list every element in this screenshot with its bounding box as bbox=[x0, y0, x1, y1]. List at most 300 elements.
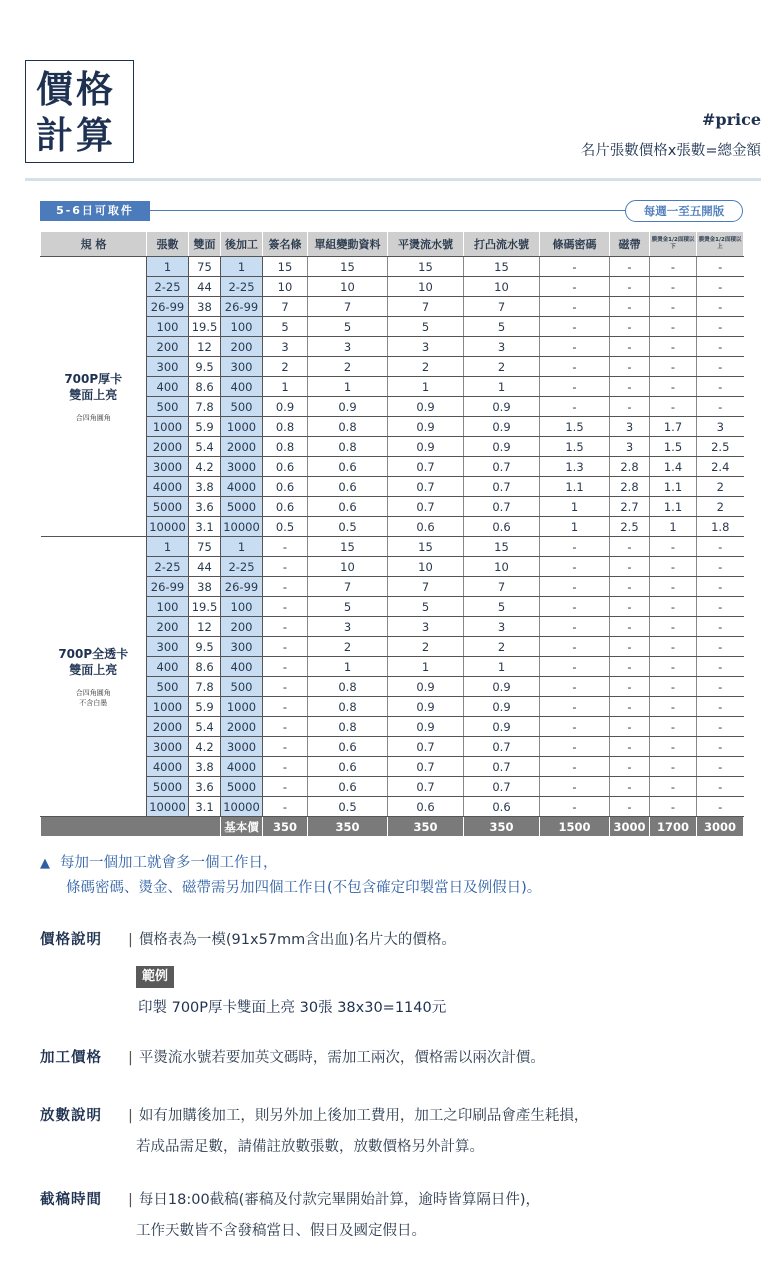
table-row bbox=[41, 697, 744, 717]
table-cell: - bbox=[540, 537, 610, 557]
table-cell: 400 bbox=[221, 377, 263, 397]
table-cell: - bbox=[540, 277, 610, 297]
table-cell: - bbox=[650, 537, 697, 557]
table-cell: - bbox=[540, 337, 610, 357]
table-cell: 5 bbox=[388, 597, 464, 617]
table-cell: - bbox=[610, 277, 650, 297]
table-cell: 7 bbox=[464, 577, 540, 597]
table-cell: 0.7 bbox=[464, 737, 540, 757]
table-row bbox=[41, 777, 744, 797]
table-cell: 15 bbox=[464, 257, 540, 277]
th-emboss-number: 打凸流水號 bbox=[464, 232, 540, 257]
table-cell: 2000 bbox=[221, 717, 263, 737]
section-label: 加工價格 bbox=[40, 1050, 102, 1066]
triangle-icon: ▲ bbox=[40, 856, 50, 871]
separator: | bbox=[128, 932, 133, 948]
table-cell: 300 bbox=[147, 357, 189, 377]
table-cell: - bbox=[610, 577, 650, 597]
table-cell: 2000 bbox=[147, 717, 189, 737]
table-cell: - bbox=[610, 637, 650, 657]
table-cell: 2 bbox=[263, 357, 308, 377]
table-cell: 2.4 bbox=[697, 457, 744, 477]
table-cell: - bbox=[540, 697, 610, 717]
table-cell: 0.9 bbox=[464, 417, 540, 437]
table-cell: 0.6 bbox=[263, 497, 308, 517]
table-cell: 5.4 bbox=[189, 437, 221, 457]
table-row bbox=[41, 317, 744, 337]
table-cell: 0.9 bbox=[464, 437, 540, 457]
table-cell: - bbox=[540, 297, 610, 317]
table-cell: - bbox=[610, 297, 650, 317]
table-cell: 19.5 bbox=[189, 317, 221, 337]
table-cell: 2-25 bbox=[147, 557, 189, 577]
table-cell: - bbox=[610, 317, 650, 337]
table-cell: 300 bbox=[221, 637, 263, 657]
note-line2: 不含白墨 bbox=[79, 698, 108, 707]
table-cell: 0.6 bbox=[388, 797, 464, 817]
table-cell: - bbox=[263, 537, 308, 557]
table-cell: 0.6 bbox=[388, 517, 464, 537]
table-row bbox=[41, 577, 744, 597]
table-cell: 1.1 bbox=[540, 477, 610, 497]
table-cell: 10000 bbox=[221, 797, 263, 817]
table-cell: 2-25 bbox=[147, 277, 189, 297]
table-cell: - bbox=[697, 317, 744, 337]
table-cell: 100 bbox=[147, 597, 189, 617]
base-price: 350 bbox=[308, 817, 388, 837]
table-cell: 1 bbox=[464, 377, 540, 397]
table-cell: 1.1 bbox=[650, 497, 697, 517]
th-qty: 張數 bbox=[147, 232, 189, 257]
table-cell: 0.9 bbox=[464, 397, 540, 417]
separator: | bbox=[128, 1108, 133, 1124]
table-cell: 9.5 bbox=[189, 357, 221, 377]
example-tag: 範例 bbox=[136, 966, 174, 988]
deadline-section bbox=[40, 1185, 540, 1247]
table-row bbox=[41, 677, 744, 697]
table-cell: 2 bbox=[464, 637, 540, 657]
table-cell: - bbox=[650, 677, 697, 697]
table-cell: 3.8 bbox=[189, 757, 221, 777]
table-cell: - bbox=[697, 257, 744, 277]
table-cell: 0.7 bbox=[464, 457, 540, 477]
table-cell: 1.4 bbox=[650, 457, 697, 477]
table-cell: - bbox=[650, 717, 697, 737]
table-cell: 3000 bbox=[221, 457, 263, 477]
table-cell: 8.6 bbox=[189, 657, 221, 677]
table-row bbox=[41, 597, 744, 617]
table-cell: 200 bbox=[147, 337, 189, 357]
table-cell: - bbox=[650, 357, 697, 377]
table-cell: - bbox=[540, 377, 610, 397]
table-cell: - bbox=[540, 257, 610, 277]
notice bbox=[40, 851, 541, 900]
table-cell: 100 bbox=[147, 317, 189, 337]
price-table bbox=[40, 231, 744, 837]
table-cell: 200 bbox=[221, 617, 263, 637]
table-cell: 3000 bbox=[147, 737, 189, 757]
title-line2: 計算 bbox=[36, 114, 116, 157]
table-cell: 2.5 bbox=[697, 437, 744, 457]
base-price: 1700 bbox=[650, 817, 697, 837]
table-cell: 0.7 bbox=[388, 737, 464, 757]
price-formula: 名片張數價格x張數=總金額 bbox=[580, 143, 761, 159]
table-cell: - bbox=[697, 397, 744, 417]
table-cell: - bbox=[540, 777, 610, 797]
table-cell: 2 bbox=[308, 637, 388, 657]
table-cell: 400 bbox=[221, 657, 263, 677]
processing-section bbox=[40, 1043, 545, 1074]
table-cell: - bbox=[540, 677, 610, 697]
table-cell: 3.1 bbox=[189, 797, 221, 817]
table-cell: 2.8 bbox=[610, 457, 650, 477]
table-cell: 0.7 bbox=[388, 497, 464, 517]
table-row bbox=[41, 337, 744, 357]
table-cell: - bbox=[263, 617, 308, 637]
table-cell: - bbox=[263, 697, 308, 717]
table-cell: - bbox=[697, 797, 744, 817]
table-cell: 7 bbox=[464, 297, 540, 317]
table-cell: 0.9 bbox=[308, 397, 388, 417]
section-text: 如有加購後加工，則另外加上後加工費用，加工之印刷品會產生耗損， bbox=[138, 1108, 589, 1124]
table-cell: 44 bbox=[189, 557, 221, 577]
table-cell: 4000 bbox=[147, 757, 189, 777]
table-cell: 2 bbox=[388, 637, 464, 657]
spec-cell bbox=[41, 537, 147, 817]
table-cell: 0.5 bbox=[263, 517, 308, 537]
base-price: 350 bbox=[388, 817, 464, 837]
table-cell: 0.6 bbox=[308, 457, 388, 477]
table-cell: 0.9 bbox=[388, 437, 464, 457]
table-cell: 0.7 bbox=[388, 457, 464, 477]
table-cell: - bbox=[650, 397, 697, 417]
table-cell: 2 bbox=[697, 477, 744, 497]
table-cell: - bbox=[540, 637, 610, 657]
table-row bbox=[41, 537, 744, 557]
table-cell: 7 bbox=[308, 577, 388, 597]
table-header-row bbox=[41, 232, 744, 257]
notice-line2: 條碼密碼、燙金、磁帶需另加四個工作日(不包含確定印製當日及例假日)。 bbox=[66, 880, 542, 896]
table-cell: 0.7 bbox=[388, 757, 464, 777]
table-cell: - bbox=[610, 377, 650, 397]
table-row bbox=[41, 437, 744, 457]
table-cell: - bbox=[650, 377, 697, 397]
table-cell: 0.9 bbox=[388, 717, 464, 737]
table-cell: 200 bbox=[147, 617, 189, 637]
table-cell: 3 bbox=[263, 337, 308, 357]
table-cell: 1 bbox=[540, 497, 610, 517]
table-cell: 10 bbox=[388, 557, 464, 577]
table-cell: - bbox=[697, 717, 744, 737]
table-cell: 0.9 bbox=[464, 717, 540, 737]
table-cell: 400 bbox=[147, 377, 189, 397]
table-row bbox=[41, 657, 744, 677]
table-cell: - bbox=[697, 277, 744, 297]
table-cell: 10 bbox=[464, 277, 540, 297]
table-cell: 15 bbox=[388, 537, 464, 557]
table-cell: - bbox=[540, 657, 610, 677]
table-cell: 2 bbox=[697, 497, 744, 517]
table-cell: 1 bbox=[650, 517, 697, 537]
table-cell: 10000 bbox=[147, 797, 189, 817]
base-price: 3000 bbox=[697, 817, 744, 837]
th-foil-small: 膜燙金1/2面積以下 bbox=[650, 232, 697, 257]
table-cell: - bbox=[650, 557, 697, 577]
table-cell: - bbox=[263, 597, 308, 617]
table-cell: - bbox=[650, 317, 697, 337]
table-cell: 4.2 bbox=[189, 457, 221, 477]
table-cell: - bbox=[610, 397, 650, 417]
table-cell: 1 bbox=[388, 657, 464, 677]
table-cell: 1.1 bbox=[650, 477, 697, 497]
table-cell: 1 bbox=[388, 377, 464, 397]
table-cell: - bbox=[697, 577, 744, 597]
table-cell: - bbox=[650, 597, 697, 617]
table-cell: - bbox=[697, 557, 744, 577]
table-cell: 0.6 bbox=[308, 497, 388, 517]
title-box bbox=[25, 60, 134, 163]
table-row bbox=[41, 257, 744, 277]
table-cell: 5000 bbox=[221, 497, 263, 517]
table-cell: - bbox=[610, 717, 650, 737]
table-cell: 10000 bbox=[221, 517, 263, 537]
table-cell: - bbox=[697, 357, 744, 377]
table-cell: 100 bbox=[221, 317, 263, 337]
base-price: 350 bbox=[464, 817, 540, 837]
name-line2: 雙面上亮 bbox=[69, 662, 118, 677]
table-cell: 44 bbox=[189, 277, 221, 297]
table-cell: - bbox=[540, 717, 610, 737]
table-cell: 15 bbox=[263, 257, 308, 277]
table-cell: 500 bbox=[147, 677, 189, 697]
title-line1: 價格 bbox=[36, 68, 116, 111]
overrun-section bbox=[40, 1101, 588, 1163]
table-cell: - bbox=[610, 337, 650, 357]
table-cell: - bbox=[697, 757, 744, 777]
table-cell: - bbox=[697, 297, 744, 317]
table-cell: 3 bbox=[610, 417, 650, 437]
section-text: 價格表為一模(91x57mm含出血)名片大的價格。 bbox=[138, 932, 456, 948]
table-cell: 12 bbox=[189, 337, 221, 357]
table-cell: 2000 bbox=[221, 437, 263, 457]
table-cell: 5.9 bbox=[189, 697, 221, 717]
table-cell: 1000 bbox=[221, 417, 263, 437]
table-cell: - bbox=[697, 597, 744, 617]
table-cell: 3 bbox=[610, 437, 650, 457]
table-cell: 0.6 bbox=[464, 517, 540, 537]
table-cell: - bbox=[540, 757, 610, 777]
table-cell: - bbox=[650, 297, 697, 317]
table-cell: 500 bbox=[221, 677, 263, 697]
table-cell: 500 bbox=[221, 397, 263, 417]
th-post: 後加工 bbox=[221, 232, 263, 257]
table-cell: - bbox=[650, 337, 697, 357]
section-label: 放數說明 bbox=[40, 1108, 102, 1124]
table-cell: 5 bbox=[464, 317, 540, 337]
table-cell: 1 bbox=[147, 537, 189, 557]
table-cell: 10 bbox=[388, 277, 464, 297]
table-cell: 1.5 bbox=[650, 437, 697, 457]
table-cell: - bbox=[650, 617, 697, 637]
table-cell: 0.6 bbox=[263, 477, 308, 497]
table-cell: 2 bbox=[464, 357, 540, 377]
table-cell: 3 bbox=[464, 617, 540, 637]
base-price-row bbox=[41, 817, 744, 837]
table-cell: 400 bbox=[147, 657, 189, 677]
table-row bbox=[41, 297, 744, 317]
table-cell: 3.6 bbox=[189, 777, 221, 797]
table-row bbox=[41, 357, 744, 377]
th-magnetic: 磁帶 bbox=[610, 232, 650, 257]
table-cell: 15 bbox=[388, 257, 464, 277]
section-text: 工作天數皆不含發稿當日、假日及國定假日。 bbox=[136, 1223, 426, 1239]
table-cell: 3 bbox=[388, 617, 464, 637]
table-cell: 26-99 bbox=[147, 577, 189, 597]
table-cell: - bbox=[263, 577, 308, 597]
table-cell: 2.8 bbox=[610, 477, 650, 497]
table-cell: 1000 bbox=[221, 697, 263, 717]
table-cell: 2.7 bbox=[610, 497, 650, 517]
table-cell: 2 bbox=[308, 357, 388, 377]
th-barcode: 條碼密碼 bbox=[540, 232, 610, 257]
table-cell: 0.8 bbox=[308, 717, 388, 737]
table-cell: 4000 bbox=[221, 757, 263, 777]
table-cell: - bbox=[610, 677, 650, 697]
table-cell: - bbox=[540, 557, 610, 577]
table-cell: - bbox=[697, 697, 744, 717]
table-cell: 4.2 bbox=[189, 737, 221, 757]
table-cell: - bbox=[650, 697, 697, 717]
table-cell: 3 bbox=[308, 337, 388, 357]
table-cell: 2.5 bbox=[610, 517, 650, 537]
name-line2: 雙面上亮 bbox=[69, 387, 118, 402]
table-cell: 3.6 bbox=[189, 497, 221, 517]
base-price: 350 bbox=[263, 817, 308, 837]
table-cell: 0.8 bbox=[263, 437, 308, 457]
th-double: 雙面 bbox=[189, 232, 221, 257]
table-cell: 100 bbox=[221, 597, 263, 617]
table-cell: 5000 bbox=[221, 777, 263, 797]
table-cell: 9.5 bbox=[189, 637, 221, 657]
table-row bbox=[41, 797, 744, 817]
table-cell: 5 bbox=[308, 597, 388, 617]
table-cell: 5000 bbox=[147, 777, 189, 797]
table-cell: - bbox=[263, 637, 308, 657]
section-text: 若成品需足數，請備註放數張數，放數價格另外計算。 bbox=[136, 1139, 484, 1155]
table-cell: 15 bbox=[308, 537, 388, 557]
table-cell: 26-99 bbox=[221, 577, 263, 597]
table-cell: - bbox=[650, 637, 697, 657]
table-row bbox=[41, 637, 744, 657]
table-cell: 0.7 bbox=[388, 777, 464, 797]
table-cell: - bbox=[263, 717, 308, 737]
table-cell: - bbox=[540, 397, 610, 417]
table-cell: 10 bbox=[263, 277, 308, 297]
table-cell: 1 bbox=[147, 257, 189, 277]
table-cell: 1 bbox=[308, 657, 388, 677]
table-cell: 5 bbox=[388, 317, 464, 337]
table-cell: - bbox=[610, 657, 650, 677]
availability-badge: 5-6日可取件 bbox=[40, 201, 150, 221]
table-row bbox=[41, 417, 744, 437]
table-cell: - bbox=[263, 657, 308, 677]
table-cell: 7.8 bbox=[189, 677, 221, 697]
table-cell: - bbox=[610, 597, 650, 617]
table-cell: - bbox=[540, 357, 610, 377]
price-desc-section bbox=[40, 925, 456, 956]
table-cell: - bbox=[263, 677, 308, 697]
table-cell: 7 bbox=[388, 297, 464, 317]
table-cell: 3 bbox=[697, 417, 744, 437]
table-cell: - bbox=[650, 257, 697, 277]
table-cell: 5 bbox=[263, 317, 308, 337]
table-cell: 75 bbox=[189, 537, 221, 557]
table-cell: 3 bbox=[464, 337, 540, 357]
table-cell: 26-99 bbox=[221, 297, 263, 317]
table-cell: 26-99 bbox=[147, 297, 189, 317]
weekly-badge: 每週一至五開版 bbox=[625, 200, 743, 222]
table-cell: - bbox=[650, 757, 697, 777]
table-cell: 0.7 bbox=[388, 477, 464, 497]
table-cell: 0.6 bbox=[464, 797, 540, 817]
table-cell: 500 bbox=[147, 397, 189, 417]
table-cell: 3000 bbox=[221, 737, 263, 757]
table-cell: - bbox=[540, 597, 610, 617]
table-cell: - bbox=[650, 657, 697, 677]
hashtag: #price bbox=[701, 110, 761, 129]
table-cell: - bbox=[610, 797, 650, 817]
table-cell: 3 bbox=[388, 337, 464, 357]
table-cell: - bbox=[610, 537, 650, 557]
table-cell: 0.6 bbox=[308, 477, 388, 497]
table-cell: 0.9 bbox=[464, 697, 540, 717]
table-cell: - bbox=[263, 737, 308, 757]
th-flat-number: 平燙流水號 bbox=[388, 232, 464, 257]
table-row bbox=[41, 497, 744, 517]
table-cell: 1000 bbox=[147, 697, 189, 717]
table-cell: - bbox=[263, 757, 308, 777]
table-cell: - bbox=[540, 317, 610, 337]
table-cell: 5000 bbox=[147, 497, 189, 517]
table-cell: 10 bbox=[308, 557, 388, 577]
table-cell: 7.8 bbox=[189, 397, 221, 417]
table-cell: 0.7 bbox=[464, 477, 540, 497]
table-row bbox=[41, 557, 744, 577]
table-cell: - bbox=[697, 337, 744, 357]
table-cell: - bbox=[650, 737, 697, 757]
table-cell: 0.8 bbox=[308, 417, 388, 437]
table-cell: 5.9 bbox=[189, 417, 221, 437]
notice-line1: 每加一個加工就會多一個工作日， bbox=[60, 855, 278, 871]
table-cell: 5 bbox=[464, 597, 540, 617]
table-row bbox=[41, 517, 744, 537]
table-cell: - bbox=[263, 557, 308, 577]
table-cell: 75 bbox=[189, 257, 221, 277]
table-cell: 0.9 bbox=[388, 397, 464, 417]
table-cell: 38 bbox=[189, 577, 221, 597]
name-line1: 700P全透卡 bbox=[58, 646, 129, 661]
base-price: 1500 bbox=[540, 817, 610, 837]
table-cell: 3000 bbox=[147, 457, 189, 477]
table-cell: 0.7 bbox=[464, 777, 540, 797]
table-cell: 0.6 bbox=[308, 777, 388, 797]
table-cell: - bbox=[540, 617, 610, 637]
table-row bbox=[41, 757, 744, 777]
table-cell: - bbox=[650, 777, 697, 797]
section-text: 每日18:00截稿(審稿及付款完畢開始計算，逾時皆算隔日件)， bbox=[138, 1192, 540, 1208]
table-cell: 1.5 bbox=[540, 437, 610, 457]
table-cell: 1.5 bbox=[540, 417, 610, 437]
